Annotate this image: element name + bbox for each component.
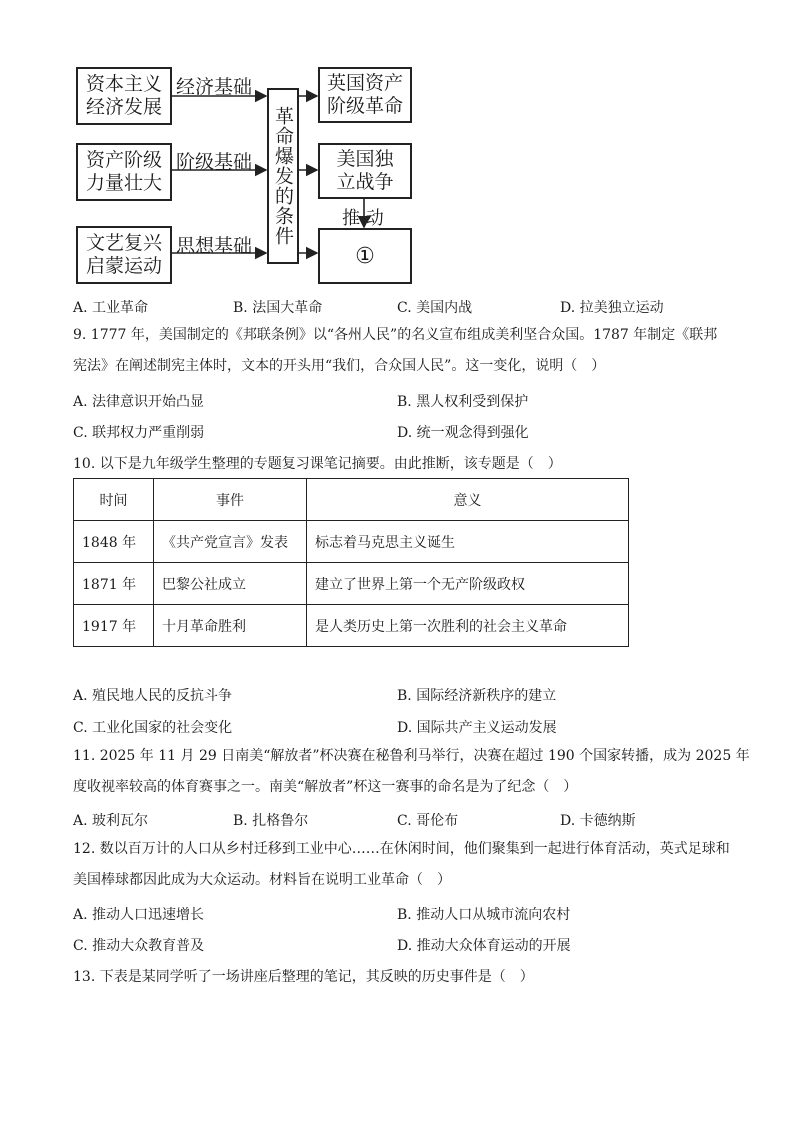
q10-option-b[interactable]: B. 国际经济新秩序的建立	[397, 688, 557, 704]
push-label: 推 动	[342, 208, 384, 229]
cause-text: 文艺复兴	[85, 232, 162, 254]
q11-stem	[73, 741, 750, 803]
table-cell: 1848 年	[74, 521, 154, 563]
q11-option-a[interactable]: A. 玻利瓦尔	[73, 813, 149, 829]
q11-stem-line: 度收视率较高的体育赛事之一。南美“解放者”杯这一赛事的命名是为了纪念（ ）	[73, 779, 578, 795]
q12-stem-line: 美国棒球都因此成为大众运动。材料旨在说明工业革命（ ）	[73, 872, 451, 888]
q11-option-b[interactable]: B. 扎格鲁尔	[233, 813, 309, 829]
q10-option-c[interactable]: C. 工业化国家的社会变化	[73, 720, 233, 736]
cause-text: 资本主义	[85, 73, 162, 95]
cause-text: 启蒙运动	[85, 255, 162, 277]
cause-text: 资产阶级	[85, 149, 162, 171]
table-cell: 十月革命胜利	[154, 605, 307, 647]
table-header-cell: 意义	[307, 479, 629, 521]
q8-option-c[interactable]: C. 美国内战	[397, 300, 473, 316]
cause-text: 力量壮大	[85, 172, 162, 194]
table-cell: 1871 年	[74, 563, 154, 605]
q10-option-d[interactable]: D. 国际共产主义运动发展	[397, 720, 557, 736]
q9-stem	[73, 320, 717, 382]
q10-option-a[interactable]: A. 殖民地人民的反抗斗争	[73, 688, 233, 704]
q9-stem-line: 9. 1777 年，美国制定的《邦联条例》以“各州人民”的名义宣布组成美利坚合众国。1787 年制定《联邦	[73, 327, 718, 343]
edge-label: 阶级基础	[176, 151, 253, 173]
table-row	[74, 563, 629, 605]
q12-option-a[interactable]: A. 推动人口迅速增长	[73, 907, 205, 923]
q8-option-b[interactable]: B. 法国大革命	[233, 300, 323, 316]
q9-option-a[interactable]: A. 法律意识开始凸显	[73, 394, 205, 410]
table-row	[74, 521, 629, 563]
result-text: 立战争	[336, 171, 394, 193]
edge-label: 经济基础	[176, 76, 253, 98]
q12-stem-line: 12. 数以百万计的人口从乡村迁移到工业中心……在休闲时间，他们聚集到一起进行体育活动，英式足球和	[73, 841, 730, 857]
q8-option-d[interactable]: D. 拉美独立运动	[560, 300, 664, 316]
q11-stem-line: 11. 2025 年 11 月 29 日南美“解放者”杯决赛在秘鲁利马举行，决赛在超过 190 个国家转播，成为 2025 年	[73, 748, 750, 764]
result-text: 美国独	[336, 148, 394, 170]
table-header-cell: 时间	[74, 479, 154, 521]
q11-option-d[interactable]: D. 卡德纳斯	[560, 813, 636, 829]
q8-option-a[interactable]: A. 工业革命	[73, 300, 149, 316]
table-cell: 《共产党宣言》发表	[154, 521, 307, 563]
table-cell: 巴黎公社成立	[154, 563, 307, 605]
blank-marker: ①	[355, 243, 375, 269]
q12-option-c[interactable]: C. 推动大众教育普及	[73, 938, 205, 954]
q12-stem	[73, 834, 730, 896]
q13-stem: 13. 下表是某同学听了一场讲座后整理的笔记，其反映的历史事件是（ ）	[73, 969, 534, 985]
table-cell: 标志着马克思主义诞生	[307, 521, 629, 563]
result-text: 英国资产	[326, 72, 403, 94]
table-row	[74, 605, 629, 647]
table-header-cell: 事件	[154, 479, 307, 521]
q11-option-c[interactable]: C. 哥伦布	[397, 813, 459, 829]
q9-option-b[interactable]: B. 黑人权利受到保护	[397, 394, 529, 410]
cause-text: 经济发展	[85, 96, 162, 118]
q12-option-b[interactable]: B. 推动人口从城市流向农村	[397, 907, 571, 923]
result-text: 阶级革命	[326, 95, 403, 117]
q9-option-d[interactable]: D. 统一观念得到强化	[397, 425, 529, 441]
q10-table	[73, 478, 629, 647]
table-cell: 1917 年	[74, 605, 154, 647]
edge-label: 思想基础	[176, 235, 253, 257]
diagram-connectors	[0, 0, 794, 300]
q12-option-d[interactable]: D. 推动大众体育运动的开展	[397, 938, 571, 954]
q9-stem-line: 宪法》在阐述制宪主体时，文本的开头用“我们，合众国人民”。这一变化，说明（ ）	[73, 358, 606, 374]
center-text: 革命爆发的条件	[272, 106, 294, 246]
q9-option-c[interactable]: C. 联邦权力严重削弱	[73, 425, 205, 441]
table-header-row	[74, 479, 629, 521]
table-cell: 是人类历史上第一次胜利的社会主义革命	[307, 605, 629, 647]
table-cell: 建立了世界上第一个无产阶级政权	[307, 563, 629, 605]
q10-stem: 10. 以下是九年级学生整理的专题复习课笔记摘要。由此推断，该专题是（ ）	[73, 456, 562, 472]
